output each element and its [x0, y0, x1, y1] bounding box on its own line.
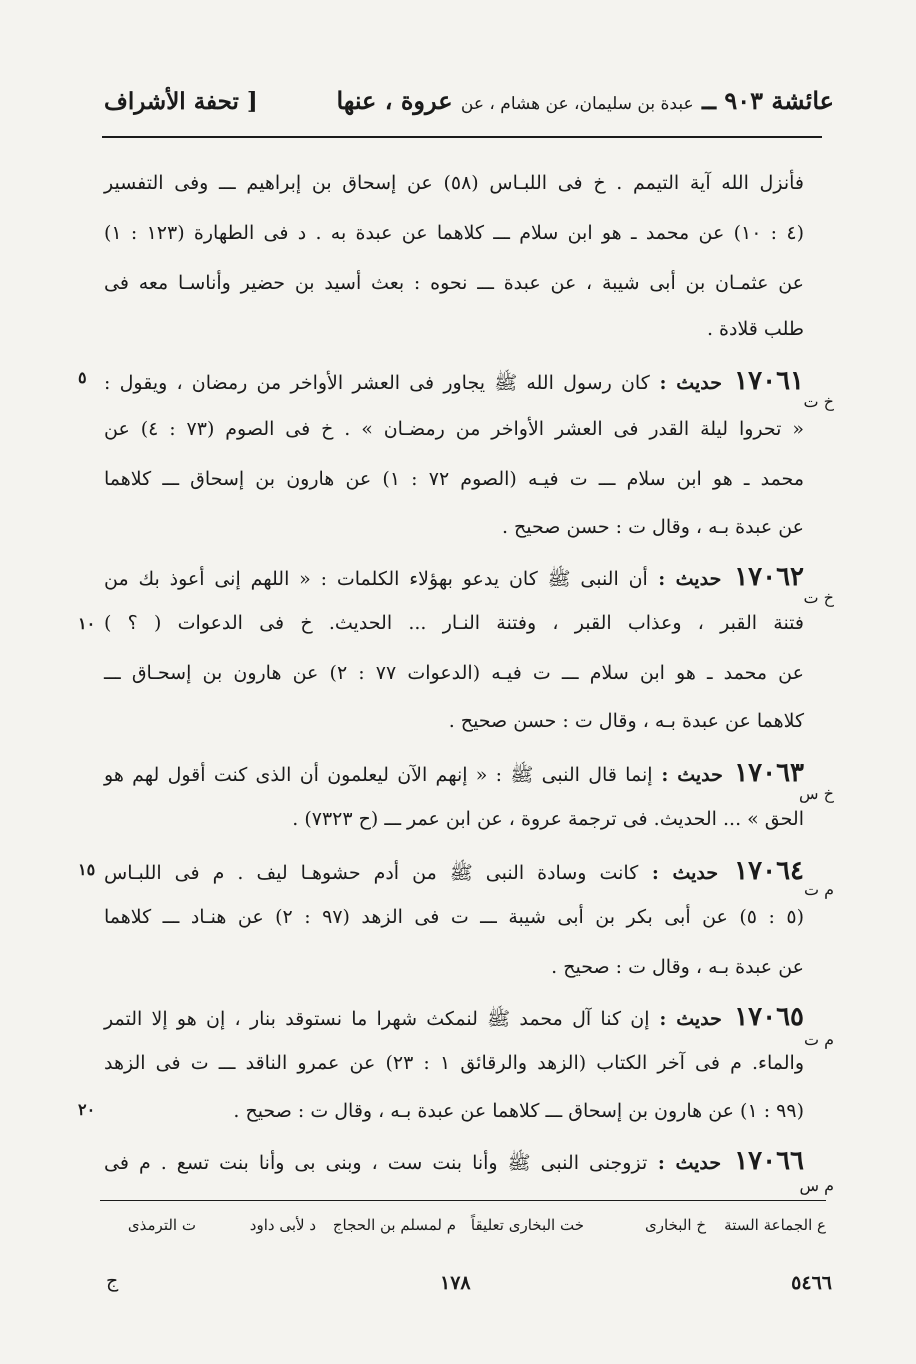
line-text: عن محمد ـ هو ابن سلام ـــ ت فيـه (الدعوات ٧٧ : ٢) عن هارون بن إسحـاق ـــ — [104, 662, 804, 684]
footnote-item: خت البخارى تعليقاً — [470, 1216, 584, 1234]
line-text: فأنزل الله آية التيمم . خ فى اللبـاس (٥٨) عن إسحاق بن إبراهيم ـــ وفى التفسير — [104, 172, 804, 194]
header-rule — [102, 136, 822, 138]
line-text: طلب قلادة . — [706, 318, 804, 340]
text-line — [104, 562, 804, 595]
header-sub: عبدة بن سليمان، عن هشام ، عن — [460, 94, 694, 114]
line-text: إن كنا آل محمد ﷺ لنمكث شهرا ما نستوقد بنار ، إن هو إلا التمر — [104, 1008, 650, 1030]
hadith-keyword: حديث : — [638, 862, 719, 884]
line-text: عن عثمـان بن أبى شيبة ، عن عبدة ـــ نحوه : بعث أسيد بن حضير وأناسـا معه فى — [104, 272, 804, 294]
footnote-item: د لأبى داود — [249, 1216, 316, 1234]
footnote-item: خ البخارى — [645, 1216, 706, 1234]
signature-mark: ج — [106, 1270, 119, 1292]
line-text: (٩٩ : ١) عن هارون بن إسحاق ـــ كلاهما عن عبدة بـه ، وقال ت : صحيح . — [233, 1100, 804, 1122]
hadith-keyword: حديث : — [652, 764, 723, 786]
hadith-keyword: حديث : — [647, 568, 722, 590]
line-text: أن النبى ﷺ كان يدعو بهؤلاء الكلمات : « اللهم إنى أعوذ بك من — [104, 568, 648, 590]
text-line — [104, 1052, 804, 1074]
text-line — [104, 612, 804, 634]
text-line — [104, 1100, 804, 1122]
line-count-marker: ١٥ — [78, 860, 96, 879]
line-text: عن عبدة بـه ، وقال ت : حسن صحيح . — [501, 516, 804, 538]
text-line — [104, 856, 804, 889]
hadith-number: ١٧٠٦٤ — [718, 856, 804, 886]
source-sigla: م س — [799, 1176, 834, 1195]
footnote-rule — [100, 1200, 826, 1201]
text-line — [104, 516, 804, 538]
text-line — [104, 418, 804, 440]
hadith-keyword: حديث : — [649, 372, 722, 394]
text-line — [104, 662, 804, 684]
text-line — [104, 468, 804, 490]
header-title — [336, 86, 834, 115]
footnote-item: م لمسلم بن الحجاج — [332, 1216, 456, 1234]
hadith-number: ١٧٠٦٥ — [721, 1002, 805, 1032]
source-sigla: خ ت — [803, 392, 834, 411]
hadith-number: ١٧٠٦٢ — [721, 562, 805, 592]
source-sigla: م ت — [803, 880, 834, 899]
line-text: كانت وسادة النبى ﷺ من أدم حشوهـا ليف . م فى اللبـاس — [104, 862, 639, 884]
line-count-marker: ٢٠ — [78, 1100, 96, 1119]
text-line — [104, 272, 804, 294]
text-line — [104, 318, 804, 340]
text-line — [104, 710, 804, 732]
line-text: (٥ : ٥) عن أبى بكر بن أبى شيبة ـــ ت فى الزهد (٩٧ : ٢) عن هنـاد ـــ كلاهما — [104, 906, 804, 928]
source-sigla: خ ت — [803, 588, 834, 607]
item-code: ٥٤٦٦ — [791, 1272, 832, 1294]
header-end: عروة ، عنها — [336, 86, 453, 115]
text-line — [104, 222, 804, 244]
source-sigla: م ت — [803, 1030, 834, 1049]
header-book-title: [ تحفة الأشراف — [104, 88, 258, 115]
hadith-keyword: حديث : — [647, 1152, 722, 1174]
text-line — [104, 1002, 804, 1035]
source-sigla: خ س — [799, 784, 834, 803]
line-text: تزوجنى النبى ﷺ وأنا بنت ست ، وبنى بى وأنا بنت تسع . م فى — [104, 1152, 648, 1174]
line-text: (٤ : ١٠) عن محمد ـ هو ابن سلام ـــ كلاهما عن عبدة به . د فى الطهارة (١٢٣ : ١) — [104, 222, 804, 244]
line-text: فتنة القبر ، وعذاب القبر ، وفتنة النـار ... الحديث. خ فى الدعوات ( ؟ ) — [104, 612, 804, 634]
line-text: محمد ـ هو ابن سلام ـــ ت فيـه (الصوم ٧٢ : ١) عن هارون بن إسحاق ـــ كلاهما — [104, 468, 804, 490]
text-line — [104, 758, 804, 791]
text-line — [104, 172, 804, 194]
text-line — [104, 366, 804, 399]
text-line — [104, 906, 804, 928]
line-text: إنما قال النبى ﷺ : « إنهم الآن ليعلمون أن الذى كنت أقول لهم هو — [104, 764, 653, 786]
line-text: كان رسول الله ﷺ يجاور فى العشر الأواخر من رمضان ، ويقول : — [104, 372, 650, 394]
hadith-number: ١٧٠٦٣ — [722, 758, 805, 788]
footnote-item: ت الترمذى — [127, 1216, 196, 1234]
line-count-marker: ١٠ — [78, 614, 96, 633]
line-text: الحق » ... الحديث. فى ترجمة عروة ، عن ابن عمر ـــ (ح ٧٣٢٣) . — [292, 808, 804, 830]
page-number: ١٧٨ — [440, 1272, 471, 1294]
text-line — [104, 956, 804, 978]
hadith-number: ١٧٠٦١ — [721, 366, 804, 396]
text-line — [104, 808, 804, 830]
line-count-marker: ٥ — [78, 368, 87, 387]
hadith-keyword: حديث : — [649, 1008, 722, 1030]
line-text: كلاهما عن عبدة بـه ، وقال ت : حسن صحيح . — [448, 710, 804, 732]
line-text: عن عبدة بـه ، وقال ت : صحيح . — [551, 956, 804, 978]
line-text: والماء. م فى آخر الكتاب (الزهد والرقائق ١ : ٢٣) عن عمرو الناقد ـــ ت فى الزهد — [104, 1052, 804, 1074]
text-line — [104, 1146, 804, 1179]
footnote-item: ع الجماعة الستة — [724, 1216, 826, 1234]
header-main: عائشة ٩٠٣ ــ — [701, 86, 834, 115]
line-text: « تحروا ليلة القدر فى العشر الأواخر من رمضـان » . خ فى الصوم (٧٣ : ٤) عن — [104, 418, 804, 440]
hadith-number: ١٧٠٦٦ — [721, 1146, 805, 1176]
